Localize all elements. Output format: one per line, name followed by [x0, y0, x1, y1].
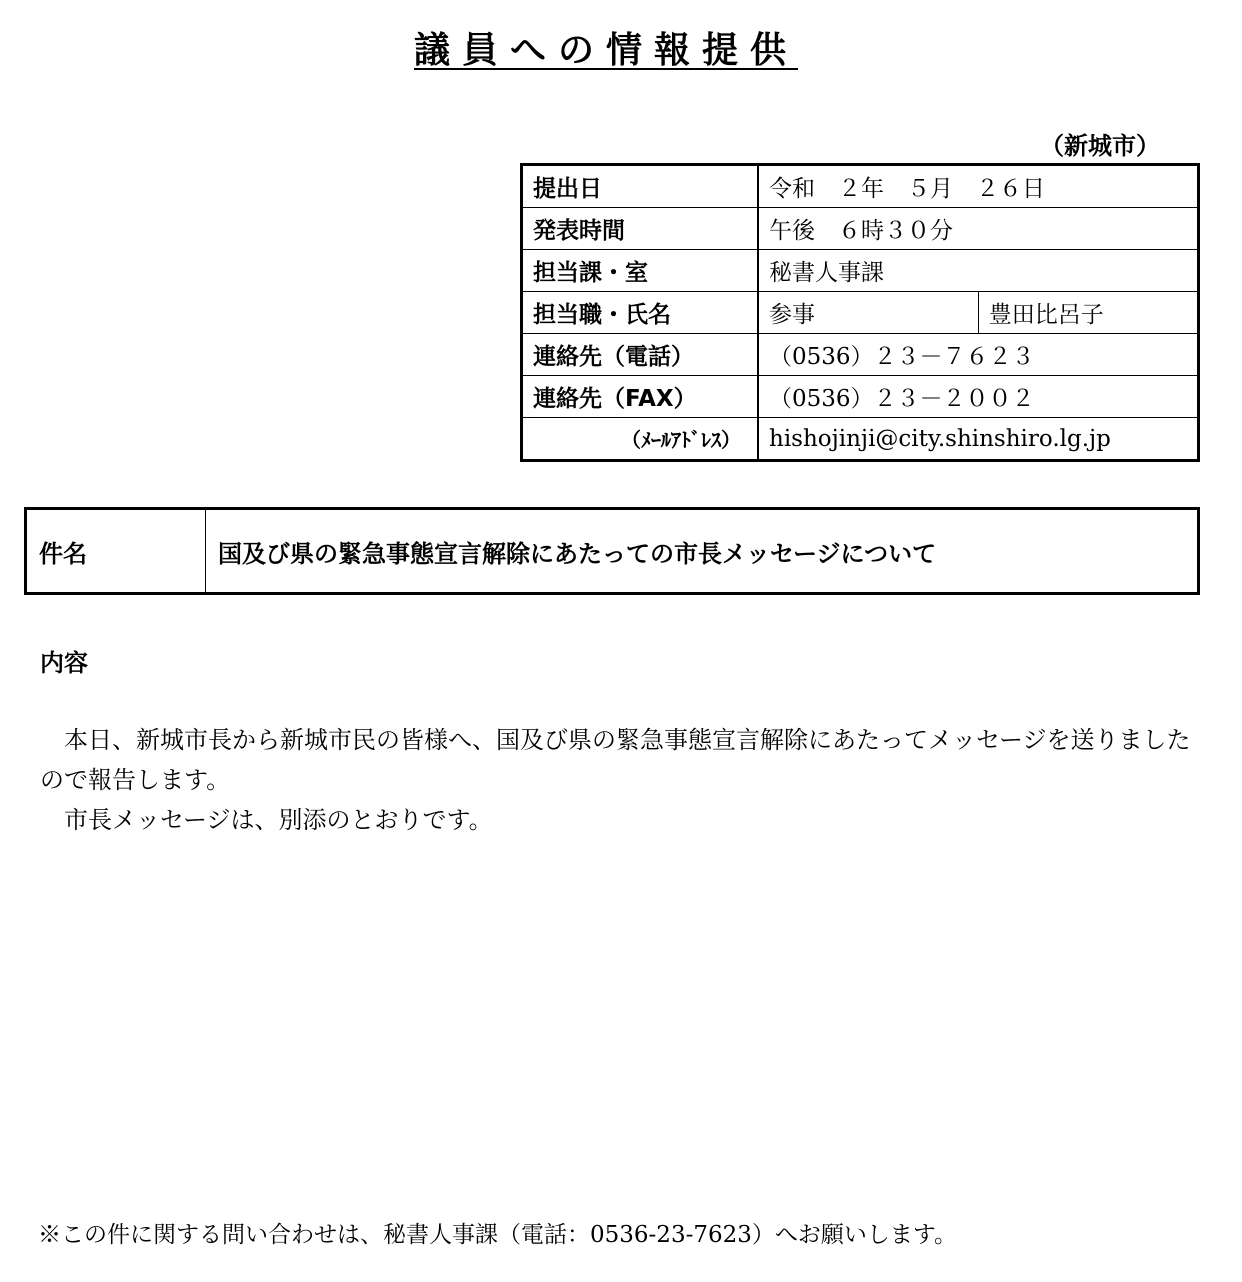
contact-footnote: ※この件に関する問い合わせは、秘書人事課（電話：0536-23-7623）へお願いします。 — [38, 1222, 958, 1248]
position-value: 参事 — [758, 292, 978, 334]
email-label: （ﾒｰﾙｱﾄﾞﾚｽ） — [522, 418, 759, 461]
content-paragraph: 市長メッセージは、別添のとおりです。 — [64, 806, 493, 834]
name-value: 豊田比呂子 — [978, 292, 1198, 334]
table-row — [522, 334, 1199, 376]
fax-label: 連絡先（FAX） — [522, 376, 759, 418]
release-time-value: 午後 ６時３０分 — [758, 208, 1199, 250]
table-row — [522, 208, 1199, 250]
info-table — [520, 163, 1200, 462]
content-body — [40, 720, 1200, 840]
subject-label: 件名 — [26, 509, 206, 594]
position-name-label: 担当職・氏名 — [522, 292, 759, 334]
release-time-label: 発表時間 — [522, 208, 759, 250]
table-row — [522, 292, 1199, 334]
table-row — [26, 509, 1199, 594]
phone-label: 連絡先（電話） — [522, 334, 759, 376]
table-row — [522, 376, 1199, 418]
email-value: hishojinji@city.shinshiro.lg.jp — [758, 418, 1199, 461]
department-label: 担当課・室 — [522, 250, 759, 292]
content-paragraph: 本日、新城市長から新城市民の皆様へ、国及び県の緊急事態宣言解除にあたってメッセージを送りましたので報告します。 — [40, 726, 1191, 794]
phone-value: （0536）２３－７６２３ — [758, 334, 1199, 376]
page-title: 議員への情報提供 — [413, 30, 798, 71]
table-row — [522, 250, 1199, 292]
submit-date-label: 提出日 — [522, 165, 759, 208]
submit-date-value: 令和 ２年 ５月 ２６日 — [758, 165, 1199, 208]
table-row — [522, 418, 1199, 461]
table-row — [522, 165, 1199, 208]
fax-value: （0536）２３－２００２ — [758, 376, 1199, 418]
content-heading: 内容 — [40, 649, 88, 677]
subject-value: 国及び県の緊急事態宣言解除にあたっての市長メッセージについて — [218, 539, 937, 568]
subject-table — [24, 507, 1200, 595]
department-value: 秘書人事課 — [758, 250, 1199, 292]
city-name: （新城市） — [1040, 132, 1160, 160]
